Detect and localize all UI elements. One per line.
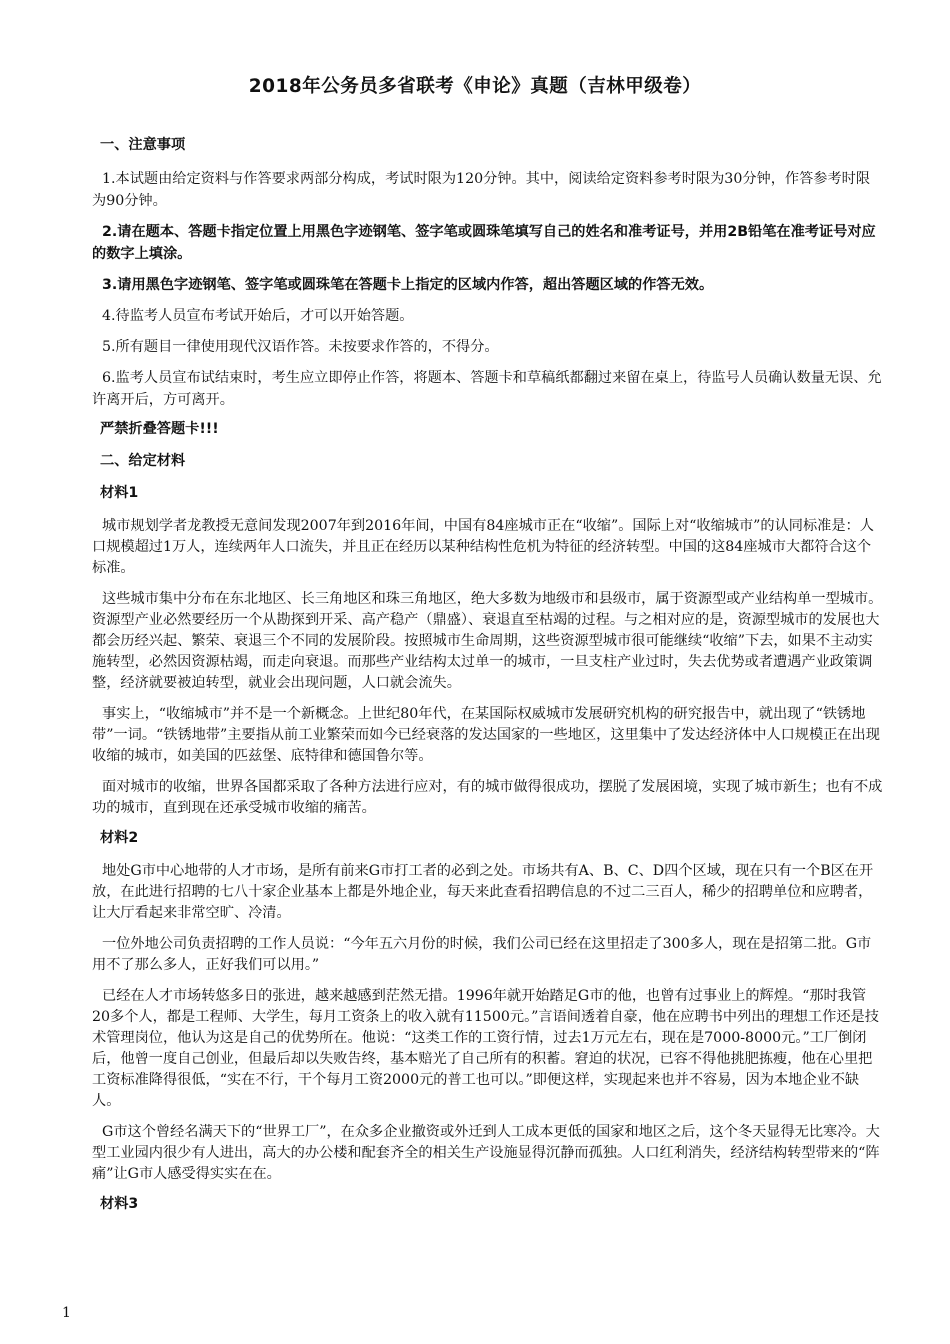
material-2-paragraph: 一位外地公司负责招聘的工作人员说：“今年五六月份的时候，我们公司已经在这里招走了300多人，现在是招第二批。G市用不了那么多人，正好我们可以用。”	[92, 936, 872, 973]
note-item-6: 6.监考人员宣布试结束时，考生应立即停止作答，将题本、答题卡和草稿纸都翻过来留在桌上，待监号人员确认数量无误、允许离开后，方可离开。	[92, 370, 882, 408]
note-item-2: 2.请在题本、答题卡指定位置上用黑色字迹钢笔、签字笔或圆珠笔填写自己的姓名和准考证号，并用2B铅笔在准考证号对应的数字上填涂。	[92, 224, 876, 262]
material-1-paragraph: 面对城市的收缩，世界各国都采取了各种方法进行应对，有的城市做得很成功，摆脱了发展困境，实现了城市新生；也有不成功的城市，直到现在还承受城市收缩的痛苦。	[92, 779, 883, 816]
material-1-paragraph: 这些城市集中分布在东北地区、长三角地区和珠三角地区，绝大多数为地级市和县级市，属于资源型或产业结构单一型城市。资源型产业必然要经历一个从勘探到开采、高产稳产（鼎盛）、衰退直至枯竭的过程。与之相对应的是，资源型城市的发展也大都会历经兴起、繁荣、衰退三个不同的发展阶段。按照城市生命周期，这些资源型城市很可能继续“收缩”下去，如果不主动实施转型，必然因资源枯竭，而走向衰退。而那些产业结构太过单一的城市，一旦支柱产业过时，失去优势或者遭遇产业政策调整，经济就要被迫转型，就业会出现问题，人口就会流失。	[92, 591, 883, 691]
warning-text: 严禁折叠答题卡!!!	[100, 421, 219, 437]
note-item-4: 4.待监考人员宣布考试开始后，才可以开始答题。	[102, 308, 414, 324]
material-2-paragraph: 地处G市中心地带的人才市场，是所有前来G市打工者的必到之处。市场共有A、B、C、D四个区域，现在只有一个B区在开放，在此进行招聘的七八十家企业基本上都是外地企业，每天来此查看招聘信息的不过二三百人，稀少的招聘单位和应聘者，让大厅看起来非常空旷、冷清。	[92, 863, 874, 921]
note-item-1: 1.本试题由给定资料与作答要求两部分构成，考试时限为120分钟。其中，阅读给定资料参考时限为30分钟，作答参考时限为90分钟。	[92, 171, 871, 209]
material-2-paragraph: 已经在人才市场转悠多日的张进，越来越感到茫然无措。1996年就开始踏足G市的他，也曾有过事业上的辉煌。“那时我管20多个人，都是工程师、大学生，每月工资条上的收入就有11500元。”言语间透着自豪，他在应聘书中列出的理想工作还是技术管理岗位，他认为这是自己的优势所在。他说：“这类工作的工资行情，过去1万元左右，现在是7000-8000元。”工厂倒闭后，他曾一度自己创业，但最后却以失败告终，基本赔光了自己所有的积蓄。窘迫的状况，已容不得他挑肥拣瘦，他在心里把工资标准降得很低，“实在不行，干个每月工资2000元的普工也可以。”即便这样，实现起来也并不容易，因为本地企业不缺人。	[92, 988, 879, 1109]
section-heading-materials: 二、给定材料	[100, 453, 186, 469]
section-heading-notes: 一、注意事项	[100, 137, 186, 153]
page-title: 2018年公务员多省联考《申论》真题（吉林甲级卷）	[248, 76, 702, 97]
material-2-paragraph: G市这个曾经名满天下的“世界工厂”，在众多企业撤资或外迁到人工成本更低的国家和地区之后，这个冬天显得无比寒冷。大型工业园内很少有人进出，高大的办公楼和配套齐全的相关生产设施显得沉静而孤独。人口红利消失，经济结构转型带来的“阵痛”让G市人感受得实实在在。	[92, 1124, 880, 1182]
material-1-paragraph: 事实上，“收缩城市”并不是一个新概念。上世纪80年代，在某国际权威城市发展研究机构的研究报告中，就出现了“铁锈地带”一词。“铁锈地带”主要指从前工业繁荣而如今已经衰落的发达国家的一些地区，这里集中了发达经济体中人口规模正在出现收缩的城市，如美国的匹兹堡、底特律和德国鲁尔等。	[92, 706, 880, 764]
material-3-label: 材料3	[100, 1196, 139, 1212]
material-1-label: 材料1	[100, 485, 139, 501]
document-body	[92, 136, 884, 1227]
note-item-5: 5.所有题目一律使用现代汉语作答。未按要求作答的，不得分。	[102, 339, 499, 355]
note-item-3: 3.请用黑色字迹钢笔、签字笔或圆珠笔在答题卡上指定的区域内作答，超出答题区域的作答无效。	[102, 277, 714, 293]
material-2-label: 材料2	[100, 830, 139, 846]
page-number: 1	[62, 1305, 71, 1321]
material-1-paragraph: 城市规划学者龙教授无意间发现2007年到2016年间，中国有84座城市正在“收缩”。国际上对“收缩城市”的认同标准是：人口规模超过1万人，连续两年人口流失，并且正在经历以某种结构性危机为特征的经济转型。中国的这84座城市大都符合这个标准。	[92, 518, 874, 576]
